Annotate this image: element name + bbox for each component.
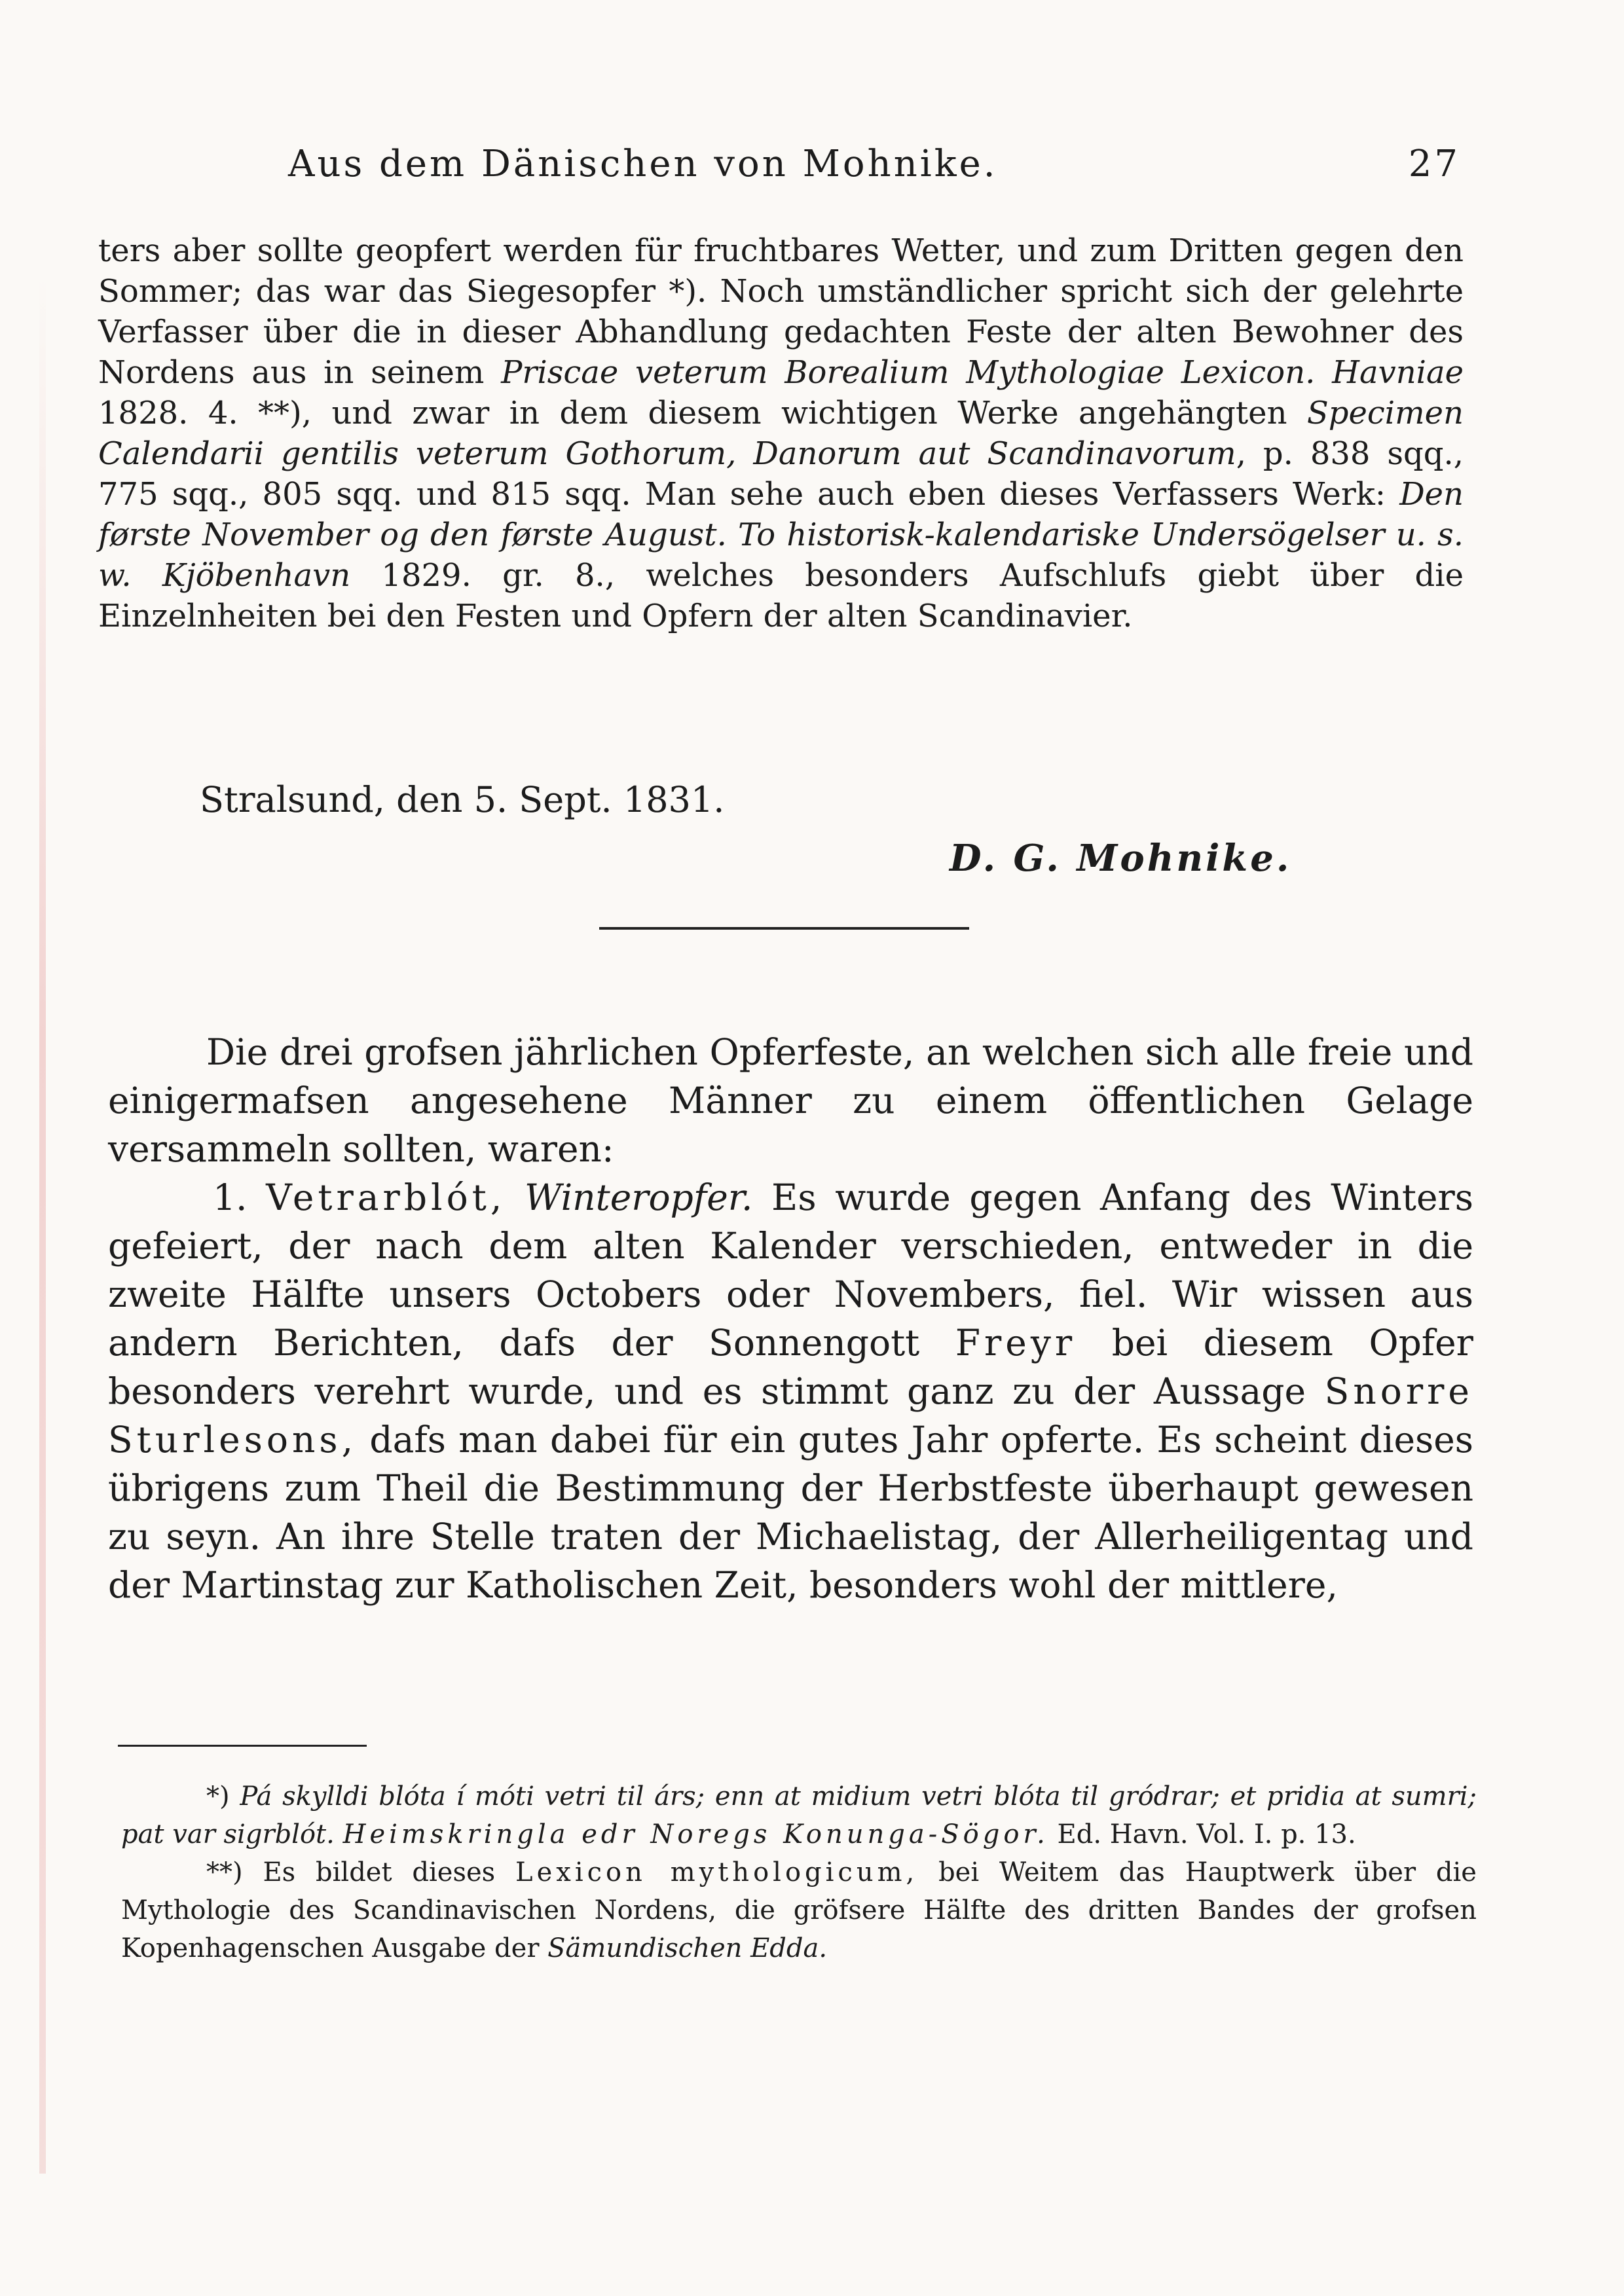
footnote-marker: **) (206, 1857, 243, 1887)
footnote-source: Heimskringla edr Noregs Konunga-Sögor. (342, 1819, 1049, 1850)
page-number: 27 (1408, 143, 1460, 185)
text-run: 1828. 4. **), und zwar in dem diesem wichtigen Werke angehängten (98, 395, 1307, 431)
text-run: Es wurde gegen Anfang des Winters gefeiert, der nach dem alten Kalender verschieden, entweder in die zweite Hälfte unsers Octobers oder Novembers, fiel. Wir wissen aus andern Berichten, dafs der Sonnengott (108, 1176, 1474, 1364)
book-title-lexicon: Priscae veterum Borealium Mythologiae Lexicon. Havniae (501, 354, 1464, 391)
dateline: Stralsund, den 5. Sept. 1831. (200, 779, 725, 820)
footnote-quote: Pá skylldi blóta í móti vetri til árs; enn at midium vetri blóta til gródrar; et pridia at sumri; pat var sigrblót. (121, 1781, 1477, 1850)
footnote-rule (118, 1745, 367, 1747)
book-title-den-forste: Den første November og den første August. To historisk-kalendariske Undersögelser u. s. w. Kjöbenhavn (98, 476, 1464, 594)
text-run: Es bildet dieses (242, 1857, 516, 1887)
header-title: Aus dem Dänischen von Mohnike. (288, 143, 998, 185)
signature: D. G. Mohnike. (950, 837, 1292, 880)
text-run: 1829. gr. 8., welches besonders Aufschlufs giebt über die Einzelnheiten bei den Festen und Opfern der alten Scandinavier. (98, 557, 1464, 634)
section-divider (599, 927, 969, 930)
item-term: Vetrarblót, (266, 1176, 506, 1218)
text-run: dafs man dabei für ein gutes Jahr opferte. Es scheint dieses übrigens zum Theil die Bestimmung der Herbstfeste überhaupt gewesen zu seyn. An ihre Stelle traten der Michaelistag, der Allerheiligentag und der Martinstag zur Katholischen Zeit, besonders wohl der mittlere, (108, 1419, 1473, 1606)
name-freyr: Freyr (955, 1322, 1077, 1364)
edda-title: Sämundischen Edda. (547, 1933, 828, 1963)
list-item-vetrarblot (108, 1173, 1473, 1609)
footnote-reference: Ed. Havn. Vol. I. p. 13. (1048, 1819, 1356, 1850)
text-run: bei Weitem das Hauptwerk über die Mythologie des Scandinavischen Nordens, die gröfsere Hälfte des dritten Bandes der grofsen Kopenhagenschen Ausgabe der (121, 1857, 1477, 1963)
main-section (108, 1028, 1473, 1609)
item-gloss: Winteropfer. (525, 1176, 753, 1218)
footnote-1 (121, 1777, 1477, 1853)
item-number: 1. (213, 1176, 248, 1218)
continued-paragraph-text (98, 230, 1464, 636)
lexicon-title: Lexicon mythologicum, (515, 1857, 919, 1887)
intro-paragraph: Die drei grofsen jährlichen Opferfeste, an welchen sich alle freie und einigermafsen angesehene Männer zu einem öffentlichen Gelage versammeln sollten, waren: (108, 1031, 1473, 1170)
page-edge-stain (39, 275, 46, 2174)
text-run: bei diesem Opfer besonders verehrt wurde, und es stimmt ganz zu der Aussage (108, 1322, 1473, 1412)
text-run: , p. 838 sqq., 775 sqq., 805 sqq. und 815 sqq. Man sehe auch eben dieses Verfassers Werk: (98, 435, 1464, 513)
continued-paragraph (98, 230, 1464, 636)
book-title-specimen: Specimen Calendarii gentilis veterum Gothorum, Danorum aut Scandinavorum (98, 395, 1464, 472)
footnote-2 (121, 1853, 1477, 1967)
name-snorre: Snorre Sturlesons, (108, 1370, 1473, 1461)
footnote-marker: *) (206, 1781, 230, 1812)
text-run: ters aber sollte geopfert werden für fruchtbares Wetter, und zum Dritten gegen den Sommer; das war das Siegesopfer *). Noch umständlicher spricht sich der gelehrte Verfasser über die in dieser Abhandlung gedachten Feste der alten Bewohner des Nordens aus in seinem (98, 232, 1464, 391)
footnotes (121, 1777, 1477, 1967)
